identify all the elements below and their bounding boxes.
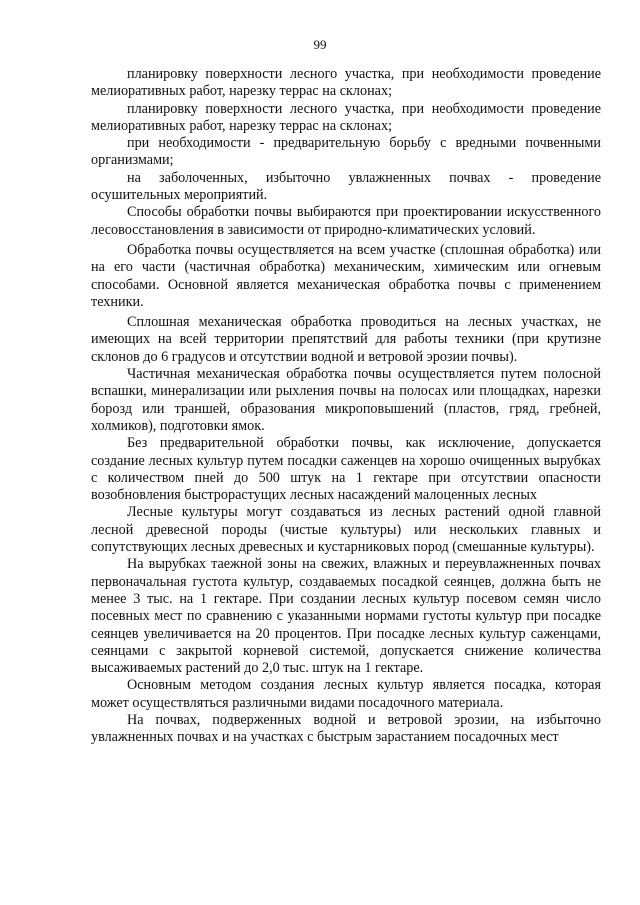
paragraph: Основным методом создания лесных культур является посадка, которая может осуществляться различными видами посадочного материала. (91, 677, 601, 711)
paragraph: Способы обработки почвы выбираются при проектировании искусственного лесовосстановления в зависимости от природно-климатических условий. (91, 204, 601, 238)
paragraph: Лесные культуры могут создаваться из лесных растений одной главной лесной древесной породы (чистые культуры) или нескольких главных и сопутствующих лесных древесных и кустарниковых пород (смешанные культуры). (91, 504, 601, 556)
paragraph: На почвах, подверженных водной и ветровой эрозии, на избыточно увлажненных почвах и на участках с быстрым зарастанием посадочных мест (91, 711, 601, 746)
paragraph: На вырубках таежной зоны на свежих, влажных и переувлажненных почвах первоначальная густота культур, создаваемых посадкой сеянцев, должна быть не менее 3 тыс. на 1 гектаре. При создании лесных культур посевом семян число посевных мест по сравнению с указанными нормами густоты культур при посадке сеянцев увеличивается на 20 процентов. При посадке лесных культур саженцами, сеянцами с закрытой корневой системой, допускается снижение количества высаживаемых растений до 2,0 тыс. штук на 1 гектаре. (91, 556, 601, 677)
paragraph: планировку поверхности лесного участка, при необходимости проведение мелиоративных работ, нарезку террас на склонах; (91, 100, 601, 134)
paragraph: Без предварительной обработки почвы, как исключение, допускается создание лесных культур путем посадки саженцев на хорошо очищенных вырубках с количеством пней до 500 штук на 1 гектаре при отсутствии опасности возобновления быстрорастущих лесных насаждений малоценных лесных (91, 435, 601, 504)
paragraph: Сплошная механическая обработка проводиться на лесных участках, не имеющих на всей территории препятствий для работы техники (при крутизне склонов до 6 градусов и отсутствии водной и ветровой эрозии почвы). (91, 314, 601, 365)
paragraph: планировку поверхности лесного участка, при необходимости проведение мелиоративных работ, нарезку террас на склонах; (91, 66, 601, 100)
paragraph: на заболоченных, избыточно увлажненных почвах - проведение осушительных мероприятий. (91, 169, 601, 204)
page-number: 99 (313, 37, 327, 52)
paragraph: при необходимости - предварительную борьбу с вредными почвенными организмами; (91, 135, 601, 169)
paragraph: Обработка почвы осуществляется на всем участке (сплошная обработка) или на его части (частичная обработка) механическим, химическим или огневым способами. Основной является механическая обработка почвы с применением техники. (91, 241, 601, 310)
body-text (91, 66, 601, 747)
paragraph: Частичная механическая обработка почвы осуществляется путем полосной вспашки, минерализации или рыхления почвы на полосах или площадках, нарезки борозд или траншей, образования микроповышений (пластов, гряд, гребней, холмиков), подготовки ямок. (91, 366, 601, 434)
